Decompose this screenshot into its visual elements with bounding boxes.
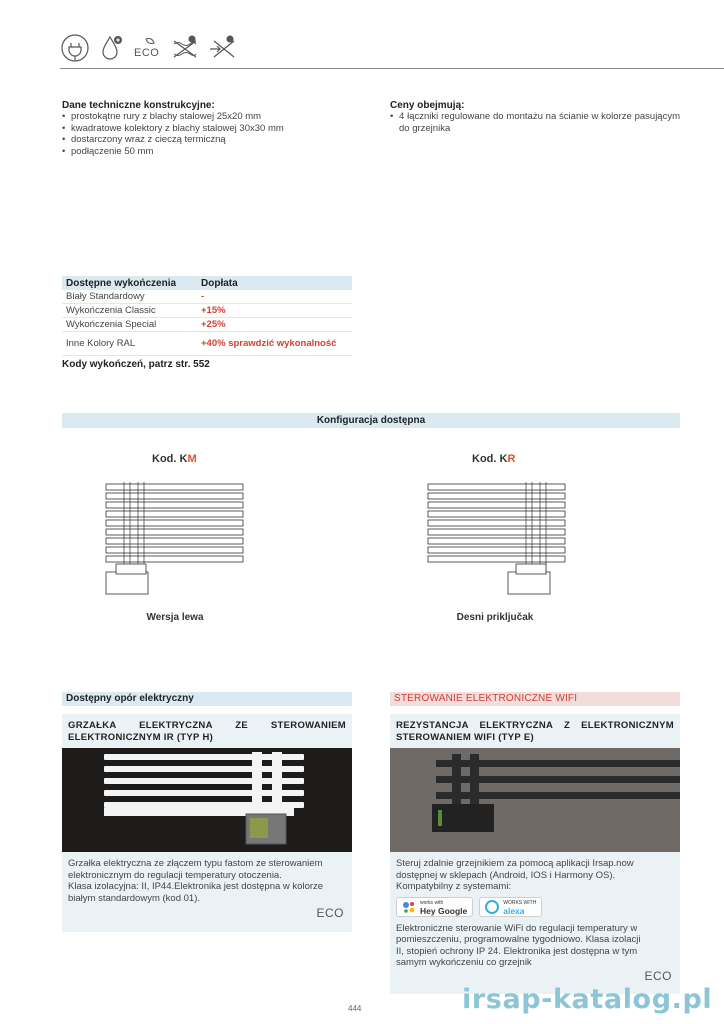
text-line: pomieszczeniu, programowalne tygodniowo. Klasa izolacji (396, 934, 641, 945)
text-line: Kompatybilny z systemami: (396, 881, 512, 892)
electric-resistance-panel (62, 692, 352, 932)
panel-title-line: STEROWANIEM WIFI (TYP E) (396, 732, 534, 743)
prices-include-title: Ceny obejmują: (390, 100, 465, 111)
hey-google-badge (396, 897, 473, 917)
technical-data-list (62, 111, 362, 157)
alexa-badge (479, 897, 542, 917)
panel-header: Dostępny opór elektryczny (62, 692, 352, 706)
list-item: • 4 łączniki regulowane do montażu na ścianie w kolorze pasującym do grzejnika (390, 111, 680, 134)
table-row (62, 290, 352, 304)
list-item: • dostarczony wraz z cieczą termiczną (62, 134, 362, 146)
finish-codes-note: Kody wykończeń, patrz str. 552 (62, 359, 210, 370)
text-line: dostępnej w sklepach (Android, IOS i Harmony OS). (396, 869, 616, 881)
table-row (62, 304, 352, 318)
radiator-left-diagram (104, 482, 248, 598)
text-line: samym wykończeniu co grzejnik (396, 957, 532, 968)
panel-title (390, 714, 680, 748)
prices-include-list (390, 111, 680, 134)
water-drop-icon (98, 33, 124, 63)
panel-description (390, 852, 680, 893)
text-line: Elektroniczne sterowanie WiFi do regulacji temperatury w (396, 922, 638, 934)
badge-text: alexa (503, 905, 525, 916)
table-row (62, 318, 352, 332)
list-item: • prostokątne rury z blachy stalowej 25x20 mm (62, 111, 362, 123)
header-divider (60, 68, 724, 69)
finish-name: Wykończenia Classic (66, 305, 156, 316)
feature-icons (60, 32, 238, 64)
plug-icon (60, 33, 90, 63)
finish-name: Biały Standardowy (66, 291, 145, 302)
panel-title-line: GRZAŁKA ELEKTRYCZNA ZE STEROWANIEM (68, 720, 346, 731)
technical-data-title: Dane techniczne konstrukcyjne: (62, 100, 215, 111)
technical-data (62, 100, 362, 157)
finish-name: Wykończenia Special (66, 319, 157, 330)
surcharge-col-header: Dopłata (201, 277, 238, 289)
code-kr-label (472, 453, 515, 465)
right-version-caption: Desni priključak (456, 612, 534, 623)
code-km-label (152, 453, 197, 465)
finishes-table (62, 276, 352, 370)
panel-body (390, 714, 680, 994)
heater-wifi-photo (390, 748, 680, 852)
eco-icon (132, 33, 162, 63)
google-assistant-icon (402, 900, 416, 914)
finishes-col-header: Dostępne wykończenia (66, 277, 177, 289)
panel-body (62, 714, 352, 932)
panel-title (62, 714, 352, 748)
alexa-icon (485, 900, 499, 914)
finish-surcharge: +25% (201, 319, 226, 330)
left-version-caption: Wersja lewa (146, 612, 204, 623)
code-prefix: Kod. K (472, 453, 508, 465)
thermostat-x-icon (170, 33, 200, 63)
eco-icon: ECO (644, 968, 672, 983)
wifi-control-panel (390, 692, 680, 994)
code-prefix: Kod. K (152, 453, 188, 465)
configuration-title: Konfiguracja dostępna (62, 413, 680, 428)
code-suffix: R (507, 453, 516, 465)
eco-icon: ECO (316, 906, 344, 920)
panel-description-2 (390, 921, 680, 969)
text-line: Steruj zdalnie grzejnikiem za pomocą aplikacji Irsap.now (396, 858, 634, 869)
page-number: 444 (348, 1004, 362, 1013)
panel-header: STEROWANIE ELEKTRONICZNE WIFI (390, 692, 680, 706)
radiator-right-diagram (424, 482, 572, 598)
finish-surcharge: +15% (201, 305, 226, 316)
list-item: • kwadratowe kolektory z blachy stalowej 30x30 mm (62, 123, 362, 135)
finishes-table-header (62, 276, 352, 290)
finish-surcharge: - (201, 291, 205, 302)
watermark: irsap-katalog.pl (462, 984, 713, 1015)
text-line: Klasa izolacyjna: II, IP44.Elektronika jest dostępna w kolorze (68, 881, 324, 892)
text-line: elektronicznym do regulacji temperatury otoczenia. (68, 869, 282, 881)
heater-ir-photo (62, 748, 352, 852)
table-row (62, 332, 352, 356)
list-item: • podłączenie 50 mm (62, 146, 362, 158)
code-suffix: M (187, 453, 197, 465)
badge-small-text: works with (420, 899, 444, 906)
text-line: Grzałka elektryczna ze złączem typu fastom ze sterowaniem (68, 858, 323, 869)
text-line: II, stopień ochrony IP 24. Elektronika jest dostępna w tym (396, 945, 638, 957)
panel-description (62, 852, 352, 904)
electric-x-icon (208, 33, 238, 63)
eco-icon-label: ECO (134, 47, 160, 59)
panel-title-line: ELEKTRONICZNYM IR (TYP H) (68, 732, 214, 743)
finish-name: Inne Kolory RAL (66, 338, 136, 349)
prices-include (390, 100, 680, 134)
text-line: białym standardowym (kod 01). (68, 892, 200, 904)
finish-surcharge: +40% sprawdzić wykonalność (201, 337, 337, 349)
voice-assistant-badges (390, 893, 680, 921)
badge-small-text: WORKS WITH (503, 899, 537, 906)
badge-text: Hey Google (420, 905, 468, 916)
panel-title-line: REZYSTANCJA ELEKTRYCZNA Z ELEKTRONICZNYM (396, 720, 674, 731)
